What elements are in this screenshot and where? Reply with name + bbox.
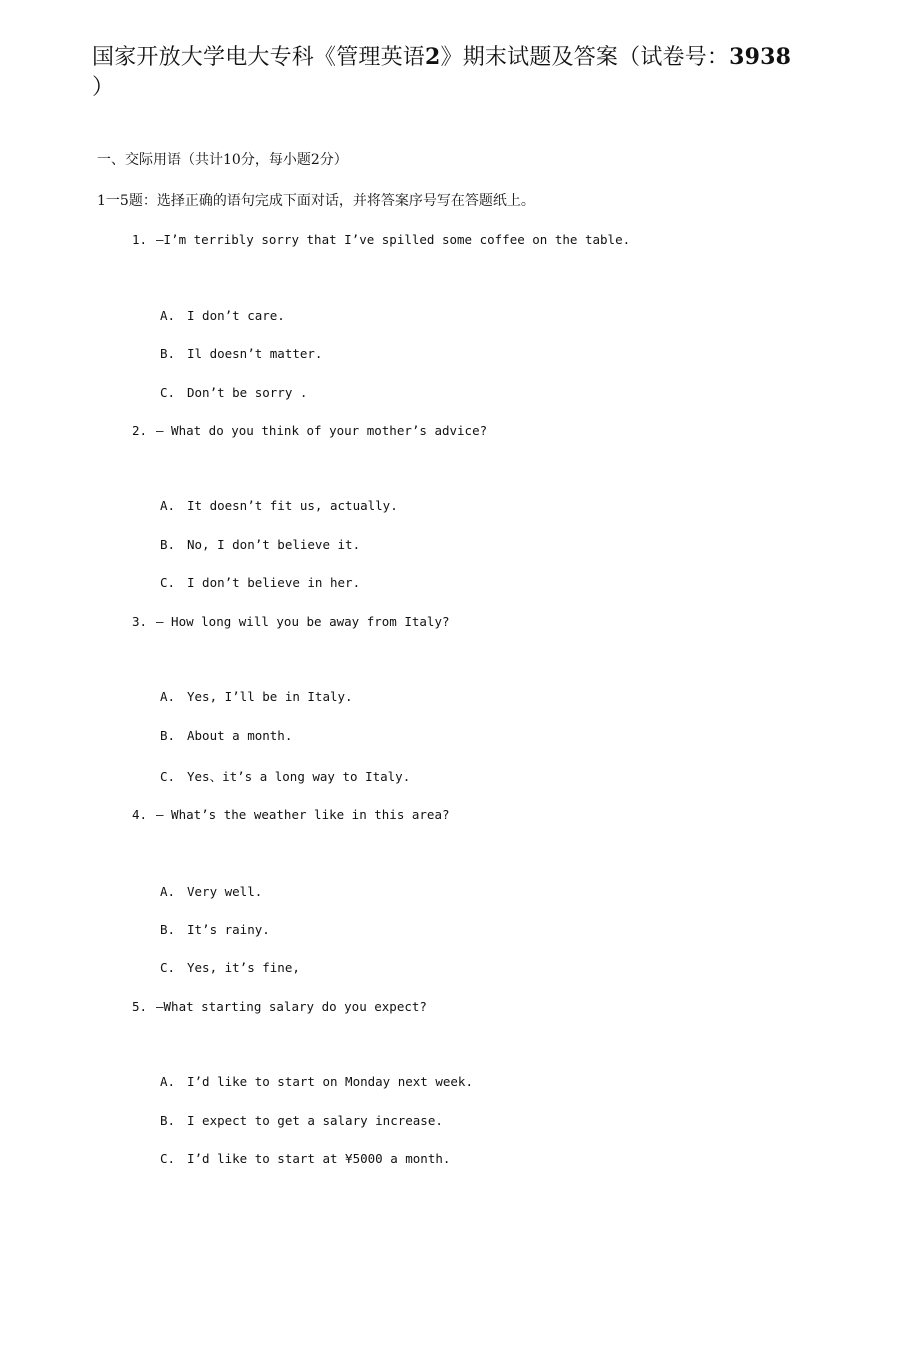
question-1-option-c [160,385,307,400]
question-1-option-b [160,346,322,361]
question-1 [132,232,630,247]
question-4 [132,807,450,822]
option-text: I don’t believe in her. [187,575,361,590]
title-course-number: 2 [425,44,441,70]
question-number: 4. [132,807,148,822]
option-letter: A. [160,689,176,704]
option-letter: A. [160,1074,176,1089]
question-5-option-a [160,1074,473,1089]
option-letter: B. [160,728,176,743]
question-text: — What’s the weather like in this area? [156,807,450,822]
option-text: About a month. [187,728,293,743]
question-2-option-b [160,537,360,552]
option-text: I don’t care. [187,308,285,323]
question-3-option-b [160,728,292,743]
question-text: —What starting salary do you expect? [156,999,427,1014]
question-text: — How long will you be away from Italy? [156,614,450,629]
question-5-option-b [160,1113,443,1128]
option-letter: A. [160,884,176,899]
question-3-option-a [160,689,353,704]
option-text: I’d like to start at ¥5000 a month. [187,1151,451,1166]
option-text: Yes, it’s fine, [187,960,300,975]
question-number: 3. [132,614,148,629]
option-letter: B. [160,1113,176,1128]
option-letter: C. [160,960,176,975]
question-text: —I’m terribly sorry that I’ve spilled some coffee on the table. [156,232,631,247]
question-number: 5. [132,999,148,1014]
title-paper-code: 3938 [729,44,792,70]
option-letter: A. [160,308,176,323]
question-3-option-c [160,767,410,785]
title-middle: 》期末试题及答案（试卷号： [440,45,730,70]
option-text: Yes, I’ll be in Italy. [187,689,353,704]
question-2-option-a [160,498,398,513]
title-suffix: ） [92,75,115,100]
instruction-text: 1一5题：选择正确的语句完成下面对话，并将答案序号写在答题纸上。 [97,193,535,209]
question-4-option-b [160,922,270,937]
question-1-option-a [160,308,285,323]
option-letter: C. [160,1151,176,1166]
option-text: I’d like to start on Monday next week. [187,1074,473,1089]
question-2-option-c [160,575,360,590]
option-text: No, I don’t believe it. [187,537,361,552]
option-text: I expect to get a salary increase. [187,1113,443,1128]
option-text: Yes、it’s a long way to Italy. [187,769,411,784]
option-letter: C. [160,385,176,400]
question-2 [132,423,487,438]
option-text: It doesn’t fit us, actually. [187,498,398,513]
option-letter: B. [160,922,176,937]
option-letter: A. [160,498,176,513]
question-number: 1. [132,232,148,247]
option-letter: B. [160,346,176,361]
option-letter: B. [160,537,176,552]
question-3 [132,614,450,629]
title-prefix: 国家开放大学电大专科《管理英语 [92,45,426,70]
question-5-option-c [160,1151,450,1166]
question-5 [132,999,427,1014]
option-text: Don’t be sorry . [187,385,308,400]
question-text: — What do you think of your mother’s advice? [156,423,488,438]
question-number: 2. [132,423,148,438]
option-text: Il doesn’t matter. [187,346,323,361]
option-text: Very well. [187,884,263,899]
question-4-option-a [160,884,262,899]
option-text: It’s rainy. [187,922,270,937]
page-title [92,42,842,103]
option-letter: C. [160,769,176,784]
section-heading: 一、交际用语（共计10分，每小题2分） [97,152,348,168]
option-letter: C. [160,575,176,590]
question-4-option-c [160,960,300,975]
